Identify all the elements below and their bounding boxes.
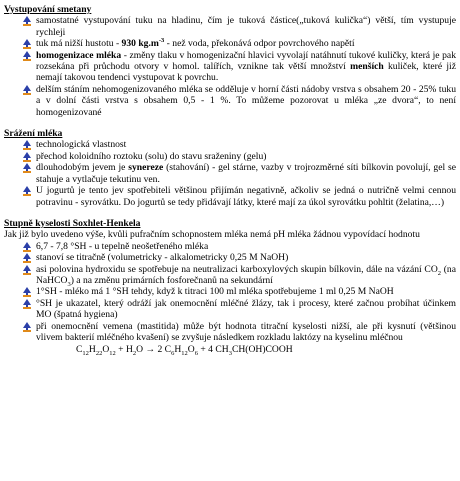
section-stupne-kyselosti (4, 218, 456, 356)
item-text: 1°SH - mléko má 1 °SH tehdy, když k titraci 100 ml mléka spotřebujeme 1 ml 0,25 M NaOH (36, 286, 394, 298)
item-text: při onemocnění vemena (mastitida) může být hodnota titrační kyselosti nižší, ale při kysnutí (většinou vlivem bakterií mléčného kvašení) se zvyšuje následkem rozkladu laktózy na kyselinu mléčnou (36, 320, 456, 343)
bullet-icon (22, 152, 32, 162)
subscript: 3 (67, 280, 71, 288)
list-item (4, 286, 456, 297)
section-heading: Srážení mléka (4, 128, 63, 140)
item-text: 6,7 - 7,8 °SH - u tepelně neošetřeného mléka (36, 240, 209, 252)
list-item (4, 50, 456, 84)
bullet-list (4, 15, 456, 118)
bullet-icon (22, 186, 32, 196)
formula-subscript: 22 (95, 350, 103, 358)
formula-subscript: 6 (194, 350, 198, 358)
term-mensich: menších (350, 61, 384, 73)
bullet-icon (22, 163, 32, 173)
bullet-icon (22, 299, 32, 309)
list-item (4, 84, 456, 118)
item-text: °SH je ukazatel, který odráží jak onemocnění mléčné žlázy, tak i procesy, které začnou probíhat účinkem MO (špatná hygiena) (36, 297, 456, 321)
item-text: stanoví se titračně (volumetricky - alkalometricky 0,25 M NaOH) (36, 252, 289, 264)
list-item (4, 241, 456, 252)
bullet-icon (22, 16, 32, 26)
formula-subscript: 12 (109, 350, 116, 358)
item-text: delším stáním nehomogenizovaného mléka se odděluje v horní části nádoby vrstva s obsahem 20 - 25% tuku a v dolní části vrstva s obsahem 0,5 - 1 %. To můžeme pozorovat u mléka „ze dvora“, to není homogenizované (36, 83, 456, 118)
item-text: samostatné vystupování tuku na hladinu, čím je tuková částice(„tuková kulička“) větší, tím vystupuje rychleji (36, 15, 456, 38)
item-text: tuk má nižší hustotu - (36, 38, 122, 50)
item-text: (na NaHCO (36, 263, 456, 286)
bullet-icon (22, 322, 32, 332)
item-text: (stahování) - gel stárne, vazby v trojrozměrné síti bílkovin povolují, gel se stahuje a vytlačuje tekutinu ven. (36, 162, 456, 185)
section-vystupovani-smetany (4, 4, 456, 118)
chemical-equation (4, 344, 456, 358)
list-item (4, 298, 456, 321)
formula-part: O (187, 344, 195, 356)
formula-part: O (102, 344, 110, 356)
bullet-icon (22, 51, 32, 61)
formula-subscript: 3 (228, 350, 232, 358)
list-item (4, 252, 456, 263)
item-text: ) a na změnu primárních fosforečnanů na sekundární (70, 274, 273, 286)
density-exponent: -3 (158, 37, 165, 45)
item-text: technologická vlastnost (36, 139, 127, 151)
density-value: 930 kg.m (121, 38, 159, 50)
formula-part: + H (115, 344, 133, 356)
formula-subscript: 12 (82, 350, 89, 358)
subscript: 2 (437, 269, 442, 277)
list-item (4, 38, 456, 49)
list-item (4, 185, 456, 208)
term-synereze: synereze (128, 162, 164, 174)
section-heading: Vystupování smetany (4, 4, 92, 15)
formula-subscript: 12 (181, 350, 188, 358)
item-text: U jogurtů je tento jev spotřebiteli většinou přijímán negativně, ačkoliv se jedná o nutričně velmi cennou potravinu - syrovátku. Do jogurtů se tedy přidávají látky, které mají za úkol syrovátku pohltit (želatina,…) (36, 185, 456, 208)
formula-subscript: 2 (132, 350, 137, 358)
item-text: kuliček, které již nemají takovou tendenci vystupovat k povrchu. (36, 61, 456, 84)
section-heading: Stupně kyselosti Soxhlet-Henkela (4, 217, 141, 229)
bullet-icon (22, 39, 32, 49)
bullet-list (4, 241, 456, 344)
list-item (4, 264, 456, 287)
formula-part: C (76, 344, 83, 356)
list-item (4, 139, 456, 150)
bullet-icon (22, 253, 32, 263)
list-item (4, 321, 456, 344)
formula-part: H (174, 344, 182, 356)
formula-part: O → 2 C (136, 344, 172, 356)
list-item (4, 15, 456, 38)
bullet-icon (22, 242, 32, 252)
term-homogenizace: homogenizace mléka (36, 49, 122, 61)
formula-part: CH(OH)COOH (231, 344, 293, 356)
section-intro: Jak již bylo uvedeno výše, kvůli pufračním schopnostem mléka nemá pH mléka žádnou vypovídací hodnotu (4, 229, 420, 241)
bullet-icon (22, 287, 32, 297)
list-item (4, 162, 456, 185)
item-text: asi polovina hydroxidu se spotřebuje na neutralizaci karboxylových skupin bílkovin, dále na vázání CO (36, 263, 438, 275)
section-srazeni-mleka (4, 128, 456, 208)
formula-subscript: 6 (171, 350, 175, 358)
item-text: přechod koloidního roztoku (solu) do stavu sraženiny (gelu) (36, 150, 267, 162)
item-text: dlouhodobým jevem je (36, 162, 129, 174)
item-text: - změny tlaku v homogenizační hlavici vyvolají natáhnutí tukové kuličky, která je pak rozsekána při průchodu otvory v homol. talířích, vznikne tak větší množství (36, 49, 456, 73)
bullet-list (4, 139, 456, 207)
bullet-icon (22, 265, 32, 275)
item-text: - než voda, překonává odpor povrchového napětí (164, 38, 355, 50)
formula-part: + 4 CH (197, 344, 229, 356)
list-item (4, 151, 456, 162)
formula-part: H (88, 344, 96, 356)
bullet-icon (22, 140, 32, 150)
bullet-icon (22, 85, 32, 95)
